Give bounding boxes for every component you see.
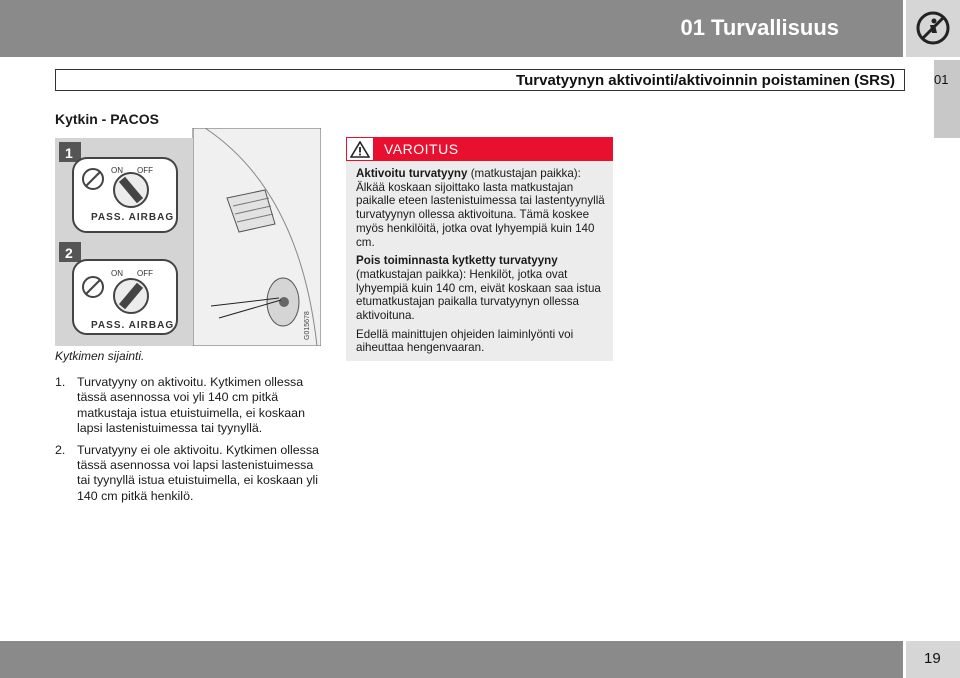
switch-figure	[55, 128, 321, 346]
side-tab-label: 01	[934, 72, 949, 87]
panel-2-number: 2	[65, 245, 73, 261]
list-item	[55, 375, 325, 437]
instruction-list	[55, 375, 325, 510]
page-number-box	[906, 641, 960, 678]
airbag-prohibited-icon	[915, 10, 951, 46]
section-header	[55, 69, 905, 91]
chapter-title: 01 Turvallisuus	[680, 15, 839, 40]
section-title: Turvatyynyn aktivointi/aktivoinnin poistaminen (SRS)	[516, 72, 895, 89]
warning-triangle-icon	[350, 141, 370, 158]
panel-2-off-label: OFF	[137, 269, 153, 278]
panel-1-number: 1	[65, 145, 73, 161]
list-item-number: 1.	[55, 375, 66, 389]
header-bar	[0, 0, 903, 57]
warning-paragraph-2	[356, 254, 608, 323]
footer-bar	[0, 641, 903, 678]
list-item-text: Turvatyyny on aktivoitu. Kytkimen ollessa tässä asennossa voi yli 140 cm pitkä matkustaja istua etuistuimella, ei koskaan lapsi lastenistuimessa tai tyynyllä.	[77, 375, 305, 436]
warning-header	[346, 137, 613, 161]
warning-body	[356, 167, 608, 360]
panel-1-airbag-label: PASS. AIRBAG	[91, 212, 175, 223]
warning-box	[346, 137, 613, 361]
warning-p2-bold: Pois toiminnasta kytketty turvatyyny	[356, 254, 558, 268]
warning-p1-text: (matkustajan paikka): Älkää koskaan sijoittako lasta matkustajan paikalle eteen lastenistuimessa tai lastentyynyllä turvatyynyn ollessa aktivoituna. Tämä koskee myös henkilöitä, jotka ovat lyhyempiä kuin 140 cm.	[356, 167, 605, 249]
warning-paragraph-3: Edellä mainittujen ohjeiden laiminlyönti voi aiheuttaa hengenvaaran.	[356, 327, 574, 355]
warning-p1-bold: Aktivoitu turvatyyny	[356, 167, 468, 180]
logo-box	[906, 0, 960, 57]
panel-1-off-label: OFF	[137, 166, 153, 175]
warning-icon-box	[346, 137, 374, 161]
list-item	[55, 443, 325, 505]
panel-2-on-label: ON	[111, 269, 123, 278]
figure-code: G015678	[304, 311, 311, 340]
figure-caption: Kytkimen sijainti.	[55, 349, 145, 363]
list-item-number: 2.	[55, 442, 66, 457]
panel-1-on-label: ON	[111, 166, 123, 175]
chapter-side-tab	[934, 60, 960, 138]
pacos-switch-illustration	[55, 128, 321, 346]
panel-2-airbag-label: PASS. AIRBAG	[91, 320, 175, 331]
warning-title: VAROITUS	[384, 141, 459, 157]
page-number: 19	[924, 650, 941, 667]
list-item-text: Turvatyyny ei ole aktivoitu. Kytkimen ollessa tässä asennossa voi lapsi lastenistuimessa tai tyynyllä istua etuistuimella, ei koskaan yli 140 cm pitkä henkilö.	[77, 442, 319, 503]
figure-title: Kytkin - PACOS	[55, 111, 159, 127]
warning-p2-text: (matkustajan paikka): Henkilöt, jotka ovat lyhyempiä kuin 140 cm, eivät koskaan saa istua etumatkustajan paikalla turvatyynyn ollessa aktivoituna.	[356, 267, 601, 323]
warning-paragraph-1	[356, 167, 608, 249]
